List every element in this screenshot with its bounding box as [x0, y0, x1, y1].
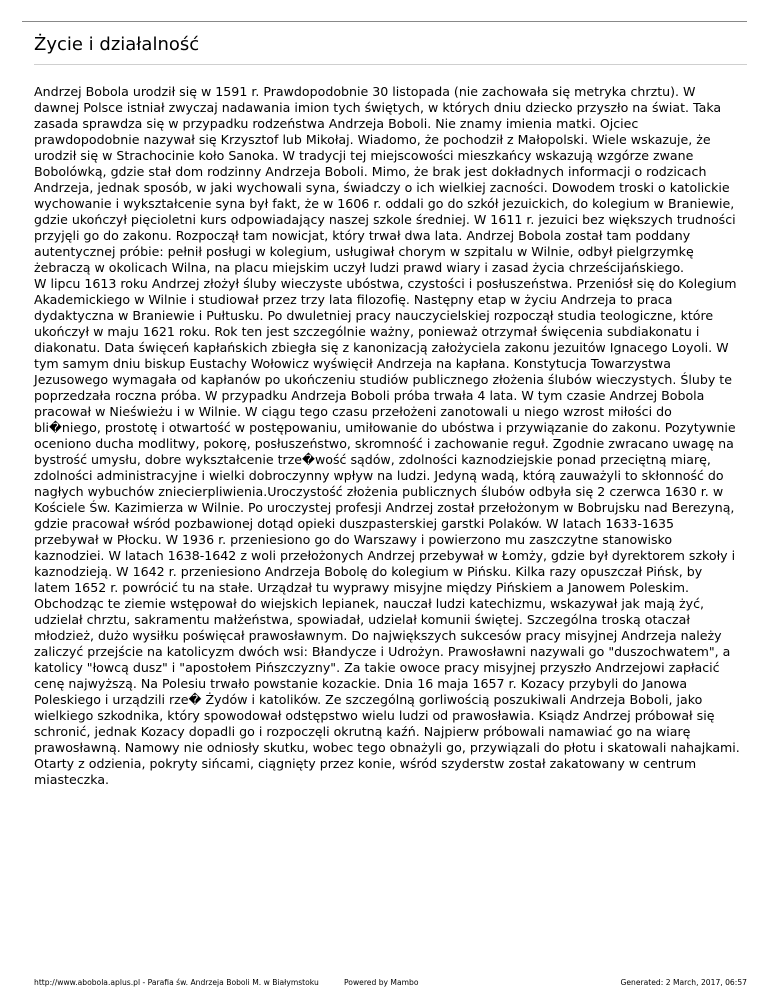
title-divider [34, 64, 747, 65]
footer-powered-by: Powered by Mambo [344, 978, 419, 987]
footer-generated-date: Generated: 2 March, 2017, 06:57 [620, 978, 747, 987]
page-footer [34, 978, 747, 990]
article-paragraph-2: W lipcu 1613 roku Andrzej złożył śluby wieczyste ubóstwa, czystości i posłuszeństwa. Przeniósł się do Kolegium Akademickiego w Wilnie i studiował przez trzy lata filozofię. Następny etap w życiu Andrzeja to praca dydaktyczna w Braniewie i Pułtusku. Po dwuletniej pracy nauczycielskiej rozpoczął studia teologiczne, które ukończył w maju 1621 roku. Rok ten jest szczególnie ważny, ponieważ otrzymał święcenia subdiakonatu i diakonatu. Data święceń kapłańskich zbiegła się z kanonizacją założyciela zakonu jezuitów Ignacego Loyoli. W tym samym dniu biskup Eustachy Wołowicz wyświęcił Andrzeja na kapłana. Konstytucja Towarzystwa Jezusowego wymagała od kapłanów po ukończeniu studiów publicznego złożenia ślubów wieczystych. Śluby te poprzedzała roczna próba. W przypadku Andrzeja Boboli próba trwała 4 lata. W tym czasie Andrzej Bobola pracował w Nieświeżu i w Wilnie. W ciągu tego czasu przełożeni zanotowali u niego wzrost miłości do bli�niego, prostotę i otwartość w postępowaniu, umiłowanie do ubóstwa i przywiązanie do zakonu. Pozytywnie oceniono ducha modlitwy, pokorę, posłuszeństwo, skromność i zachowanie reguł. Zgodnie zwracano uwagę na bystrość umysłu, dobre wykształcenie trze�wość sądów, zdolności kaznodziejskie ponad przeciętną miarę, zdolności administracyjne i wielki dobroczynny wpływ na ludzi. Jedyną wadą, którą zauważyli to skłonność do nagłych wybuchów zniecierpliwienia.Uroczystość złożenia publicznych ślubów odbyła się 2 czerwca 1630 r. w Kościele Św. Kazimierza w Wilnie. Po uroczystej profesji Andrzej został przełożonym w Bobrujsku nad Berezyną, gdzie pracował wśród pozbawionej dotąd opieki duszpasterskiej garstki Polaków. W latach 1633-1635 przebywał w Płocku. W 1936 r. przeniesiono go do Warszawy i powierzono mu zaszczytne stanowisko kaznodziei. W latach 1638-1642 z woli przełożonych Andrzej przebywał w Łomży, gdzie był dyrektorem szkoły i kaznodzieją. W 1642 r. przeniesiono Andrzeja Bobolę do kolegium w Pińsku. Kilka razy opuszczał Pińsk, by latem 1652 r. powrócić tu na stałe. Urządzał tu wyprawy misyjne między Pińskiem a Janowem Poleskim. Obchodząc te ziemie wstępował do wiejskich lepianek, nauczał ludzi katechizmu, wskazywał jak mają żyć, udzielał chrztu, sakramentu małżeństwa, spowiadał, udzielał komunii świętej. Szczególna troską otaczał młodzież, dużo wysiłku poświęcał prawosławnym. Do największych sukcesów pracy misyjnej Andrzeja należy zaliczyć przejście na katolicyzm dwóch wsi: Błandycze i Udrożyn. Prawosławni nazywali go "duszochwatem", a katolicy "łowcą dusz" i "apostołem Pińszczyzny". Za takie owoce pracy misyjnej przyszło Andrzejowi zapłacić cenę najwyższą. Na Polesiu trwało powstanie kozackie. Dnia 16 maja 1657 r. Kozacy przybyli do Janowa Poleskiego i urządzili rze� Żydów i katolików. Ze szczególną gorliwością poszukiwali Andrzeja Boboli, jako wielkiego szkodnika, który spowodował odstępstwo wielu ludzi od prawosławia. Ksiądz Andrzej próbował się schronić, jednak Kozacy dopadli go i rozpoczęli okrutną kaźń. Najpierw próbowali namawiać go na wiarę prawosławną. Namowy nie odniosły skutku, wobec tego obnażyli go, przywiązali do płotu i skatowali nahajkami. Otarty z odzienia, pokryty sińcami, ciągnięty przez konie, wśród szyderstw został zakatowany w centrum miasteczka. [34, 276, 740, 787]
article-body [34, 84, 740, 788]
article-paragraph-1: Andrzej Bobola urodził się w 1591 r. Prawdopodobnie 30 listopada (nie zachowała się metryka chrztu). W dawnej Polsce istniał zwyczaj nadawania imion tych świętych, w których dniu dziecko przyszło na świat. Taka zasada sprawdza się w przypadku rodzeństwa Andrzeja Boboli. Nie znamy imienia matki. Ojciec prawdopodobnie nazywał się Krzysztof lub Mikołaj. Wiadomo, że pochodził z Małopolski. Wiele wskazuje, że urodził się w Strachocinie koło Sanoka. W tradycji tej miejscowości mieszkańcy wskazują wzgórze zwane Bobolówką, gdzie stał dom rodzinny Andrzeja Boboli. Mimo, że brak jest dokładnych informacji o rodzicach Andrzeja, jednak sposób, w jaki wychowali syna, świadczy o ich wielkiej zacności. Dowodem troski o katolickie wychowanie i wykształcenie syna był fakt, że w 1606 r. oddali go do szkół jezuickich, do kolegium w Braniewie, gdzie ukończył pięcioletni kurs odpowiadający naszej szkole średniej. W 1611 r. jezuici bez większych trudności przyjęli go do zakonu. Rozpoczął tam nowicjat, który trwał dwa lata. Andrzej Bobola został tam poddany autentycznej próbie: pełnił posługi w kolegium, usługiwał chorym w szpitalu w Wilnie, odbył pielgrzymkę żebraczą w okolicach Wilna, na placu miejskim uczył ludzi prawd wiary i zasad życia chrześcijańskiego. [34, 84, 736, 275]
top-rule [22, 21, 747, 22]
footer-source-url[interactable]: http://www.abobola.aplus.pl - Parafia św. Andrzeja Boboli M. w Białymstoku [34, 978, 319, 987]
page-title: Życie i działalność [34, 34, 200, 55]
